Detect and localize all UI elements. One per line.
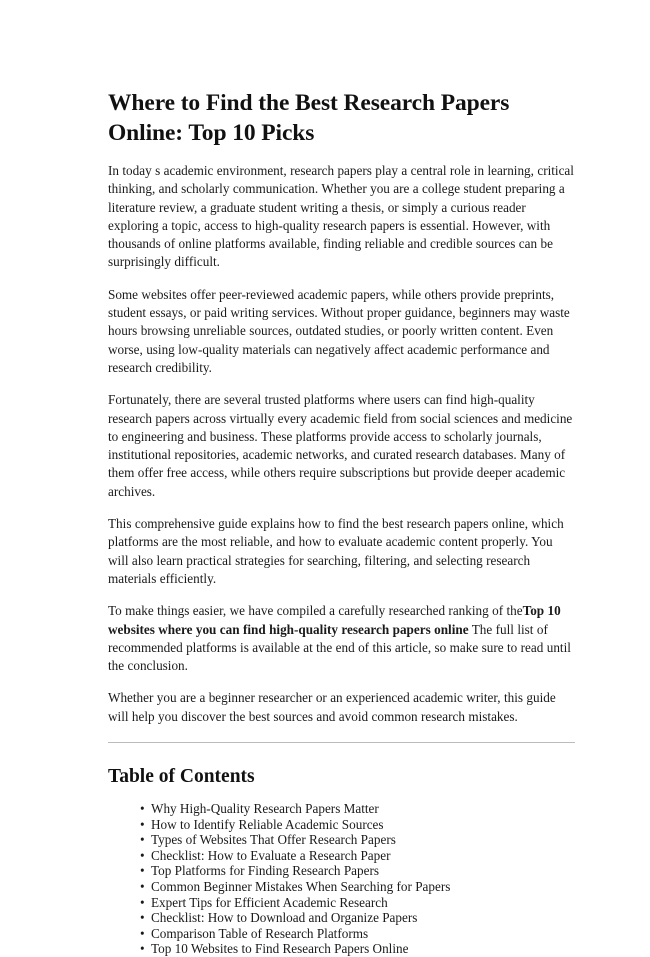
intro-paragraph-4: This comprehensive guide explains how to find the best research papers online, which platforms are the most reliable, and how to evaluate academic content properly. You will also learn practical strategies for searching, filtering, and selecting research materials efficiently. bbox=[108, 516, 564, 586]
bullet-icon: • bbox=[140, 801, 145, 817]
list-item-label: Top 10 Websites to Find Research Papers Online bbox=[151, 941, 409, 957]
list-item-label: Checklist: How to Evaluate a Research Paper bbox=[151, 847, 391, 863]
list-item[interactable] bbox=[140, 879, 574, 895]
page-title: Where to Find the Best Research Papers Online: Top 10 Picks bbox=[108, 90, 510, 146]
list-item[interactable] bbox=[140, 801, 574, 817]
list-item[interactable] bbox=[140, 895, 574, 911]
table-of-contents-heading: Table of Contents bbox=[108, 766, 255, 788]
bullet-icon: • bbox=[140, 816, 145, 832]
list-item-label: Common Beginner Mistakes When Searching for Papers bbox=[151, 878, 451, 894]
list-item-label: How to Identify Reliable Academic Sources bbox=[151, 816, 384, 832]
list-item[interactable] bbox=[140, 863, 574, 879]
bullet-icon: • bbox=[140, 863, 145, 879]
list-item[interactable] bbox=[140, 817, 574, 833]
list-item-label: Why High-Quality Research Papers Matter bbox=[151, 801, 379, 817]
bullet-icon: • bbox=[140, 941, 145, 957]
list-item-label: Top Platforms for Finding Research Papers bbox=[151, 863, 379, 879]
intro-paragraph-1: In today s academic environment, research papers play a central role in learning, critical thinking, and scholarly communication. Whether you are a college student preparing a literature review, a graduate student writing a thesis, or simply a curious reader exploring a topic, access to high-quality research papers is essential. However, with thousands of online platforms available, finding reliable and credible sources can be surprisingly difficult. bbox=[108, 163, 574, 270]
intro-paragraph-3: Fortunately, there are several trusted platforms where users can find high-quality research papers across virtually every academic field from social sciences and medicine to engineering and business. These platforms provide access to scholarly journals, institutional repositories, academic networks, and curated research databases. Many of them offer free access, while others require subscriptions but provide deeper academic archives. bbox=[108, 392, 573, 499]
highlight-bold-text: Top 10 websites where you can find high-quality research papers online bbox=[108, 603, 561, 637]
highlight-lead-text: To make things easier, we have compiled a carefully researched ranking of the bbox=[108, 603, 523, 619]
list-item[interactable] bbox=[140, 848, 574, 864]
list-item[interactable] bbox=[140, 910, 574, 926]
list-item-label: Expert Tips for Efficient Academic Research bbox=[151, 894, 388, 910]
list-item[interactable] bbox=[140, 926, 574, 942]
bullet-icon: • bbox=[140, 847, 145, 863]
bullet-icon: • bbox=[140, 925, 145, 941]
closing-paragraph: Whether you are a beginner researcher or an experienced academic writer, this guide will help you discover the best sources and avoid common research mistakes. bbox=[108, 690, 556, 724]
list-item-label: Comparison Table of Research Platforms bbox=[151, 925, 369, 941]
bullet-icon: • bbox=[140, 910, 145, 926]
bullet-icon: • bbox=[140, 832, 145, 848]
list-item[interactable] bbox=[140, 941, 574, 957]
bullet-icon: • bbox=[140, 894, 145, 910]
list-item[interactable] bbox=[140, 832, 574, 848]
list-item-label: Types of Websites That Offer Research Papers bbox=[151, 832, 396, 848]
list-item-label: Checklist: How to Download and Organize Papers bbox=[151, 910, 418, 926]
highlight-tail-text: The full list of recommended platforms is available at the end of this article, so make sure to read until the conclusion. bbox=[108, 621, 571, 674]
intro-paragraph-2: Some websites offer peer-reviewed academic papers, while others provide preprints, student essays, or paid writing services. Without proper guidance, beginners may waste hours browsing unreliable sources, outdated studies, or poorly written content. Even worse, using low-quality materials can negatively affect academic performance and research credibility. bbox=[108, 286, 570, 375]
section-divider bbox=[108, 742, 575, 743]
table-of-contents-list bbox=[108, 801, 574, 957]
bullet-icon: • bbox=[140, 878, 145, 894]
highlight-paragraph bbox=[108, 602, 574, 675]
